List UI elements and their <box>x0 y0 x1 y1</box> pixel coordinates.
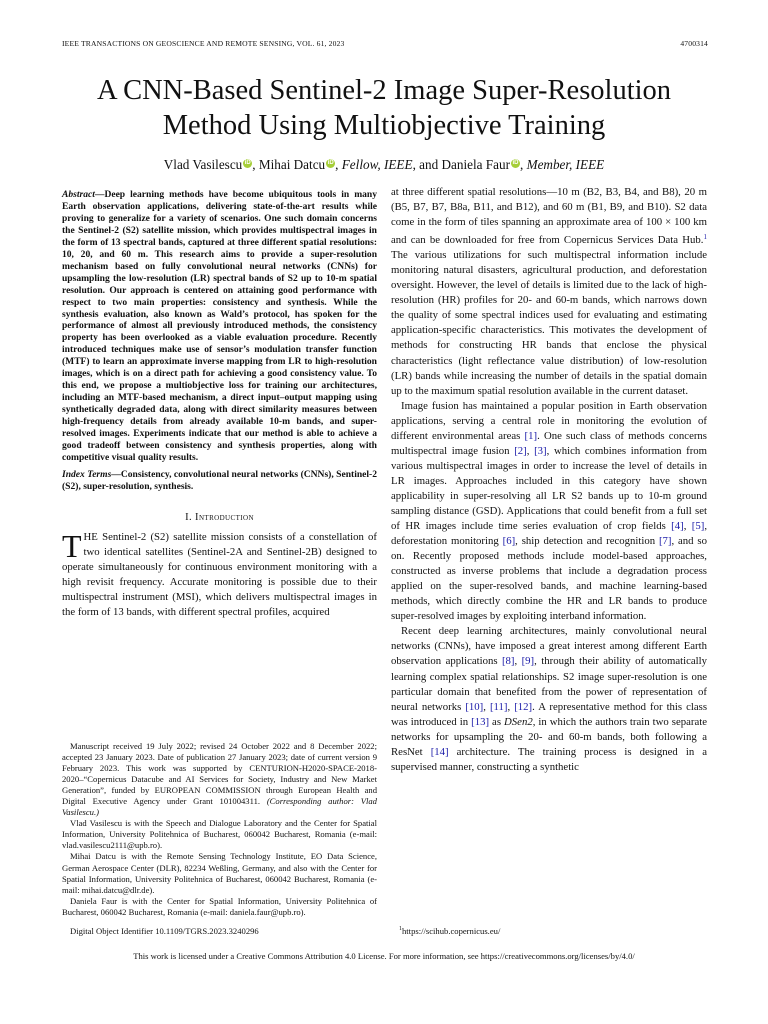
doi-line[interactable]: Digital Object Identifier 10.1109/TGRS.2023.3240296 <box>70 926 259 936</box>
section-title: Introduction <box>195 511 254 523</box>
paragraph-text: architecture. The training process is designed in a supervised manner, constructing a synthetic <box>391 745 707 773</box>
abstract-text: Deep learning methods have become ubiquitous tools in many Earth observation applications, delivering state-of-the-art results while proving to generalize for a variety of scenarios. One such domain concerns the Sentinel-2 (S2) satellite mission, which provides multispectral images in the form of 13 spectral bands, captured at three different spatial resolutions: 10, 20, and 60 m. This research aims to provide a super-resolution mechanism based on fully convolutional neural networks (CNNs) for upsampling the low-resolution (LR) spectral bands of S2 up to 10-m spatial resolution. Our approach is centered on attaining good performance with respect to two main properties: consistency and synthesis. While the synthesis evaluation, also known as Wald’s protocol, has spoken for the performance of almost all previously introduced methods, the consistency property has been overlooked as a viable evaluation procedure. Recently introduced techniques make use of sensor’s modulation transfer function (MTF) to learn an approximate inverse mapping from LR to high-resolution images, which is on a direct path for achieving a good consistency value. To this end, we propose a multiobjective loss for training our architectures, including an MTF-based mechanism, a direct input–output mapping using synthetically degraded data, along with direct similarity measures between high-frequency details from already available 10-m bands, and super-resolved images. Experiments indicate that our method is able to achieve a good tradeoff between consistency and synthesis properties, along with competitive visual quality results. <box>62 189 377 463</box>
manuscript-note <box>62 741 377 818</box>
paragraph-text: Image fusion has maintained a popular position in Earth observation applications, serving a central role in monitoring the evolution of different environmental areas <box>391 399 707 442</box>
citation-link[interactable]: [3] <box>534 444 547 457</box>
paragraph-text: Recent deep learning architectures, mainly convolutional neural networks (CNNs), have imposed a great interest among different Earth observation applications <box>391 625 707 668</box>
title-line-2: Method Using Multiobjective Training <box>162 110 606 141</box>
paragraph-text: , in which the authors train two separate networks for upsampling the 20- and 60-m bands, both following a ResNet <box>391 715 707 758</box>
corresponding-author: (Corresponding author: Vlad Vasilescu.) <box>62 796 377 818</box>
intro-paragraph <box>62 527 377 620</box>
paragraph-text: , <box>514 655 522 668</box>
index-terms-dash: — <box>111 468 121 480</box>
footnote-link[interactable]: https://scihub.copernicus.eu/ <box>402 926 501 936</box>
paragraph-text: . A representative method for this class was introduced in <box>391 700 708 728</box>
index-terms-label: Index Terms <box>62 468 112 480</box>
paper-title <box>40 73 728 143</box>
paragraph-text: , deforestation monitoring <box>391 520 707 548</box>
citation-link[interactable]: [7] <box>658 535 672 548</box>
abstract-label: Abstract <box>62 189 95 200</box>
paragraph-text: , ship detection and recognition <box>515 535 659 548</box>
paragraph-text: The various utilizations for such multispectral information include monitoring natural disasters, agricultural production, and deforestation oversight. However, the level of details is limited due to the lack of high-resolution (HR) profiles for 20- and 60-m bands, which narrows down the quality of some spectral indices used for evaluating and estimating application-specific characteristics. This motivates the development of methods for constructing HR bands that enclose the physical characteristics (light reflectance value distribution) of low-resolution (LR) bands while increasing the number of details in the spatial domain up to the maximum spatial resolution available in the current dataset. <box>391 249 707 397</box>
citation-link[interactable]: [9] <box>521 655 535 668</box>
paragraph-text: , and so on. Recently proposed methods include model-based approaches, constructed as inverse problems that include a degradation process applied on the super-resolved bands, and machine learning-based methods, which directly combine the HR and LR bands to produce super-resolved images by exploiting interband information. <box>391 535 707 623</box>
body-paragraph <box>391 185 707 399</box>
paragraph-text: , <box>483 700 490 713</box>
index-terms-text: Consistency, convolutional neural networks (CNNs), Sentinel-2 (S2), super-resolution, synthesis. <box>62 468 377 492</box>
method-name: DSen2 <box>504 715 533 728</box>
paragraph-text: as <box>489 715 505 728</box>
footnote-marker[interactable]: 1 <box>703 233 707 242</box>
footnote-number: 1 <box>399 926 402 933</box>
affiliation-note: Mihai Datcu is with the Remote Sensing Technology Institute, EO Data Science, German Aerospace Center (DLR), 82234 Weßling, Germany, and also with the Center for Spatial Information, University Politehnica of Bucharest, 060042 Bucharest, Romania (e-mail: mihai.datcu@dlr.de). <box>62 851 377 895</box>
author-name: Daniela Faur <box>441 157 510 172</box>
paragraph-text: . One such class of methods concerns multispectral image fusion <box>391 429 707 457</box>
citation-link[interactable]: [4] <box>671 520 684 533</box>
citation-link[interactable]: [2] <box>514 444 527 457</box>
running-header <box>62 39 708 51</box>
author-role: Member, IEEE <box>526 157 605 172</box>
footnote-url <box>391 926 715 936</box>
drop-cap: T <box>62 527 82 564</box>
citation-link[interactable]: [10] <box>465 700 484 713</box>
orcid-icon[interactable]: iD <box>327 160 334 166</box>
author-name: Mihai Datcu <box>258 157 326 172</box>
citation-link[interactable]: [13] <box>471 715 490 728</box>
body-paragraph <box>391 624 707 774</box>
paragraph-text: , through their ability of automatically learning complex spatial relationships. S2 image super-resolution is one particular domain that benefited from the power of representation of neural networks <box>391 655 707 713</box>
orcid-icon[interactable]: iD <box>512 160 519 166</box>
left-column <box>62 185 377 620</box>
author-conjunction: , and <box>412 157 442 172</box>
citation-link[interactable]: [6] <box>502 535 516 548</box>
section-number: I. <box>185 511 196 523</box>
manuscript-text: Manuscript received 19 July 2022; revised 24 October 2022 and 8 December 2022; accepted 23 January 2023. Date of publication 27 January 2023; date of current version 9 February 2023. This work was supported by CENTURION-H2020-SPACE-2018-2020–“Copernicus Datacube and AI Services for Society, Industry and New Market Generation”, funded by EUROPEAN COMMISSION through European Health and Digital Executive Agency under Grant 101004311. <box>62 741 377 807</box>
citation-link[interactable]: [14] <box>430 745 449 758</box>
orcid-icon[interactable]: iD <box>244 160 251 166</box>
author-list: Vlad Vasilescu iD , Mihai Datcu iD , Fellow, IEEE, and Daniela Faur iD , Member, IEEE <box>163 157 605 172</box>
paragraph-text: at three different spatial resolutions—10 m (B2, B3, B4, and B8), 20 m (B5, B7, B7, B8a, B11, and B12), and 60 m (B1, B9, and B10). S2 data come in the form of tiles spanning an approximate area of 100 × 100 km and can be downloaded for free from Copernicus Services Data Hub. <box>391 186 707 247</box>
section-heading <box>62 510 377 525</box>
paragraph-text: , which combines information from various multispectral images in order to increase the level of details in LR images. Approaches included in this category have shown applicability in super-resolving all LR S2 bands up to 10-m ground sampling distance (GSD). Applications that could benefit from a full set of HR images include time series evaluation of crop fields <box>391 444 708 533</box>
citation-link[interactable]: [5] <box>691 520 705 533</box>
paragraph-text: , <box>507 700 515 713</box>
citation-link[interactable]: [12] <box>514 700 533 713</box>
affiliation-note: Daniela Faur is with the Center for Spatial Information, University Politehnica of Bucharest, 060042 Bucharest, Romania (e-mail: daniela.faur@upb.ro). <box>62 895 377 917</box>
author-name: Vlad Vasilescu <box>163 157 243 172</box>
paragraph-text: , <box>526 444 535 457</box>
author-role: Fellow, IEEE <box>341 157 413 172</box>
journal-name: IEEE TRANSACTIONS ON GEOSCIENCE AND REMOTE SENSING, VOL. 61, 2023 <box>62 39 345 48</box>
abstract <box>62 185 377 464</box>
affiliation-note: Vlad Vasilescu is with the Speech and Dialogue Laboratory and the Center for Spatial Information, University Politehnica of Bucharest, 060042 Bucharest, Romania (e-mail: vlad.vasilescu2111@upb.ro). <box>62 818 377 851</box>
footnotes <box>62 741 377 918</box>
right-column <box>391 185 707 775</box>
citation-link[interactable]: [8] <box>501 655 515 668</box>
index-terms <box>62 469 377 493</box>
license-statement: This work is licensed under a Creative Commons Attribution 4.0 License. For more information, see https://creativecommons.org/licenses/by/4.0/ <box>133 951 635 961</box>
title-line-1: A CNN-Based Sentinel-2 Image Super-Resolution <box>96 75 672 106</box>
intro-text: HE Sentinel-2 (S2) satellite mission consists of a constellation of two identical satellites (Sentinel-2A and Sentinel-2B) designed to operate simultaneously for continuous environment monitoring with a high revisit frequency. Accurate monitoring is possible due to their multispectral instrument (MSI), which delivers multispectral images in the form of 13 bands, with different spectral profiles, acquired <box>62 530 377 619</box>
paragraph-text: , <box>683 520 692 533</box>
article-number: 4700314 <box>680 39 708 48</box>
abstract-dash: — <box>94 189 105 200</box>
body-paragraph <box>391 399 707 625</box>
citation-link[interactable]: [11] <box>489 700 508 713</box>
citation-link[interactable]: [1] <box>524 429 538 442</box>
